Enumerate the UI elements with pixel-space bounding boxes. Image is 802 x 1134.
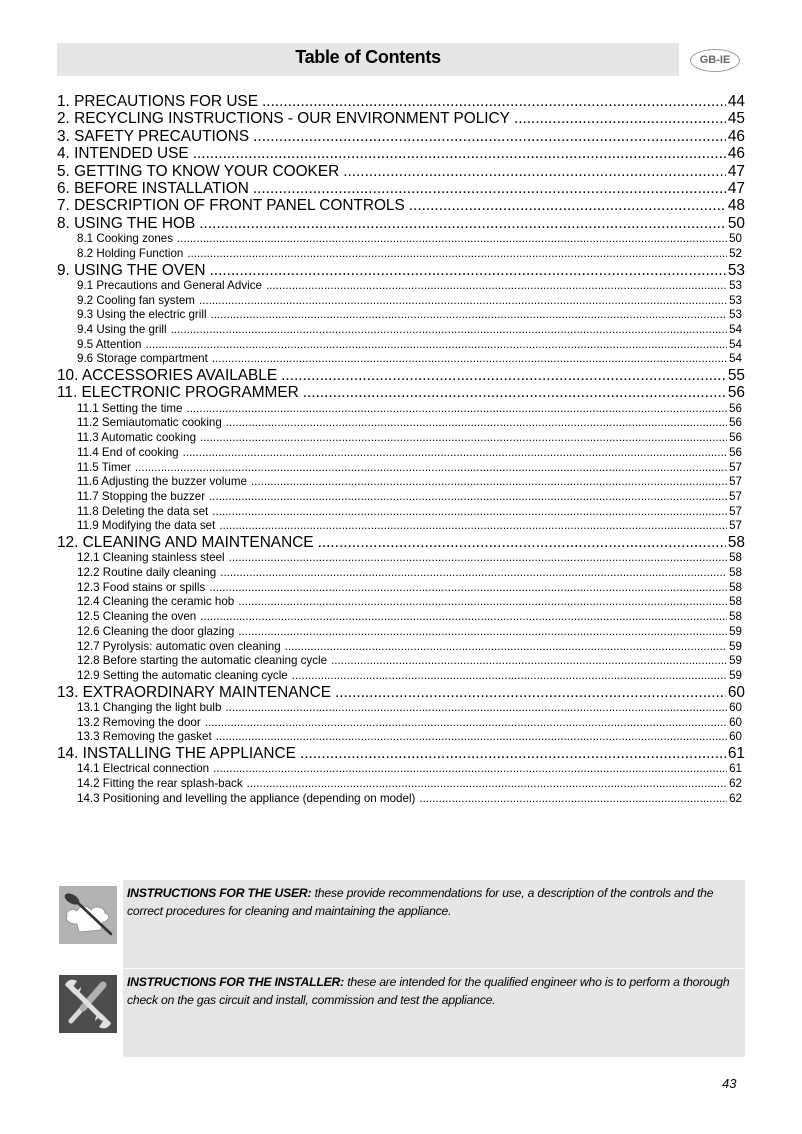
toc-entry-page: 56 xyxy=(729,416,742,430)
toc-entry-page: 57 xyxy=(729,475,742,489)
toc-subsection-entry[interactable] xyxy=(57,701,745,716)
dot-leader xyxy=(251,475,727,490)
toc-entry-page: 61 xyxy=(727,745,745,763)
toc-section-entry[interactable] xyxy=(57,110,745,127)
toc-entry-label: 12.2 Routine daily cleaning xyxy=(77,566,217,580)
toc-subsection-entry[interactable] xyxy=(57,431,745,446)
toc-entry-page: 59 xyxy=(729,654,742,668)
toc-entry-label: 12.7 Pyrolysis: automatic oven cleaning xyxy=(77,639,281,653)
toc-entry-page: 53 xyxy=(729,308,742,322)
toc-subsection-entry[interactable] xyxy=(57,640,745,655)
dot-leader xyxy=(186,402,727,417)
dot-leader xyxy=(210,262,726,279)
dot-leader xyxy=(238,625,727,640)
toc-entry-page: 59 xyxy=(729,668,742,682)
toc-entry-page: 53 xyxy=(729,293,742,307)
toc-entry-page: 56 xyxy=(729,401,742,415)
dot-leader xyxy=(303,384,726,401)
toc-entry-page: 58 xyxy=(727,533,745,551)
page-title: Table of Contents xyxy=(295,47,441,67)
toc-entry-label: 9.1 Precautions and General Advice xyxy=(77,278,262,292)
toc-entry-label: 13.2 Removing the door xyxy=(77,715,201,729)
toc-subsection-entry[interactable] xyxy=(57,446,745,461)
dot-leader xyxy=(335,684,726,701)
toc-subsection-entry[interactable] xyxy=(57,610,745,625)
user-instructions-note xyxy=(57,880,745,968)
language-badge: GB-IE xyxy=(690,49,740,72)
toc-subsection-entry[interactable] xyxy=(57,247,745,262)
dot-leader xyxy=(187,247,727,262)
toc-entry-page: 56 xyxy=(727,384,745,402)
toc-section-entry[interactable] xyxy=(57,684,745,701)
dot-leader xyxy=(205,716,727,731)
dot-leader xyxy=(209,490,727,505)
dot-leader xyxy=(266,279,727,294)
dot-leader xyxy=(229,551,728,566)
toc-entry-label: 7. DESCRIPTION OF FRONT PANEL CONTROLS xyxy=(57,197,405,215)
toc-entry-label: 14.1 Electrical connection xyxy=(77,762,210,776)
toc-subsection-entry[interactable] xyxy=(57,461,745,476)
toc-entry-page: 58 xyxy=(729,595,742,609)
toc-section-entry[interactable] xyxy=(57,197,745,214)
toc-entry-page: 54 xyxy=(729,337,742,351)
dot-leader xyxy=(253,128,726,145)
dot-leader xyxy=(226,416,727,431)
toc-subsection-entry[interactable] xyxy=(57,490,745,505)
toc-entry-label: 12.3 Food stains or spills xyxy=(77,580,206,594)
toc-subsection-entry[interactable] xyxy=(57,294,745,309)
toc-entry-label: 13.1 Changing the light bulb xyxy=(77,700,222,714)
toc-entry-label: 8. USING THE HOB xyxy=(57,214,196,232)
toc-entry-label: 2. RECYCLING INSTRUCTIONS - OUR ENVIRONMENT POLICY xyxy=(57,110,510,128)
toc-entry-page: 50 xyxy=(727,214,745,232)
table-of-contents xyxy=(57,93,745,806)
toc-entry-label: 11.2 Semiautomatic cooking xyxy=(77,416,222,430)
toc-entry-label: 13. EXTRAORDINARY MAINTENANCE xyxy=(57,683,331,701)
toc-entry-label: 11.9 Modifying the data set xyxy=(77,519,216,533)
toc-entry-page: 46 xyxy=(727,145,745,163)
toc-entry-label: 11. ELECTRONIC PROGRAMMER xyxy=(57,384,299,402)
toc-section-entry[interactable] xyxy=(57,163,745,180)
dot-leader xyxy=(247,777,727,792)
toc-subsection-entry[interactable] xyxy=(57,402,745,417)
toc-entry-label: 9.4 Using the grill xyxy=(77,322,167,336)
toc-entry-label: 12.8 Before starting the automatic cleaning cycle xyxy=(77,654,328,668)
toc-entry-page: 58 xyxy=(729,580,742,594)
toc-entry-label: 9.6 Storage compartment xyxy=(77,352,208,366)
toc-entry-page: 53 xyxy=(729,278,742,292)
toc-section-entry[interactable] xyxy=(57,367,745,384)
toc-entry-label: 13.3 Removing the gasket xyxy=(77,730,212,744)
toc-entry-page: 60 xyxy=(729,730,742,744)
toc-entry-page: 62 xyxy=(729,791,742,805)
toc-entry-page: 58 xyxy=(729,610,742,624)
toc-entry-page: 59 xyxy=(729,639,742,653)
toc-entry-label: 9.2 Cooling fan system xyxy=(77,293,195,307)
dot-leader xyxy=(212,505,727,520)
toc-entry-label: 12.9 Setting the automatic cleaning cycle xyxy=(77,668,288,682)
user-instructions-text xyxy=(123,880,745,968)
dot-leader xyxy=(419,792,727,807)
toc-entry-page: 60 xyxy=(727,683,745,701)
toc-subsection-entry[interactable] xyxy=(57,762,745,777)
toc-entry-page: 57 xyxy=(729,489,742,503)
toc-entry-page: 54 xyxy=(729,322,742,336)
dot-leader xyxy=(300,745,726,762)
toc-entry-label: 14.2 Fitting the rear splash-back xyxy=(77,777,243,791)
dot-leader xyxy=(262,93,726,110)
dot-leader xyxy=(220,566,727,581)
toc-subsection-entry[interactable] xyxy=(57,716,745,731)
dot-leader xyxy=(343,163,726,180)
toc-entry-page: 52 xyxy=(729,246,742,260)
toc-subsection-entry[interactable] xyxy=(57,352,745,367)
toc-subsection-entry[interactable] xyxy=(57,625,745,640)
toc-entry-label: 14. INSTALLING THE APPLIANCE xyxy=(57,745,296,763)
dot-leader xyxy=(171,323,728,338)
toc-subsection-entry[interactable] xyxy=(57,338,745,353)
toc-subsection-entry[interactable] xyxy=(57,551,745,566)
toc-entry-label: 12.1 Cleaning stainless steel xyxy=(77,551,225,565)
installer-instructions-note xyxy=(57,969,745,1057)
dot-leader xyxy=(209,581,727,596)
dot-leader xyxy=(200,431,727,446)
toc-entry-page: 54 xyxy=(729,352,742,366)
toc-entry-page: 45 xyxy=(727,110,745,128)
wrench-screwdriver-icon xyxy=(59,975,117,1033)
toc-entry-page: 57 xyxy=(729,519,742,533)
toc-subsection-entry[interactable] xyxy=(57,792,745,807)
toc-subsection-entry[interactable] xyxy=(57,669,745,684)
toc-subsection-entry[interactable] xyxy=(57,730,745,745)
toc-entry-page: 60 xyxy=(729,700,742,714)
installer-instructions-heading: INSTRUCTIONS FOR THE INSTALLER: xyxy=(127,975,345,989)
toc-subsection-entry[interactable] xyxy=(57,595,745,610)
toc-entry-page: 53 xyxy=(727,261,745,279)
toc-entry-page: 57 xyxy=(729,460,742,474)
toc-entry-label: 14.3 Positioning and levelling the appliance (depending on model) xyxy=(77,791,416,805)
toc-subsection-entry[interactable] xyxy=(57,323,745,338)
dot-leader xyxy=(177,232,727,247)
dot-leader xyxy=(213,762,727,777)
toc-subsection-entry[interactable] xyxy=(57,777,745,792)
dot-leader xyxy=(292,669,727,684)
toc-entry-label: 6. BEFORE INSTALLATION xyxy=(57,179,249,197)
spoon-chef-hat-icon xyxy=(59,886,117,944)
toc-section-entry[interactable] xyxy=(57,145,745,162)
dot-leader xyxy=(514,110,726,127)
toc-section-entry[interactable] xyxy=(57,93,745,110)
toc-entry-page: 60 xyxy=(729,715,742,729)
toc-entry-page: 61 xyxy=(729,762,742,776)
toc-entry-page: 56 xyxy=(729,445,742,459)
dot-leader xyxy=(145,338,727,353)
dot-leader xyxy=(238,595,727,610)
toc-entry-page: 50 xyxy=(729,232,742,246)
dot-leader xyxy=(183,446,727,461)
toc-section-entry[interactable] xyxy=(57,215,745,232)
dot-leader xyxy=(253,180,726,197)
toc-entry-page: 48 xyxy=(727,197,745,215)
toc-entry-page: 57 xyxy=(729,504,742,518)
toc-subsection-entry[interactable] xyxy=(57,279,745,294)
dot-leader xyxy=(193,145,726,162)
toc-subsection-entry[interactable] xyxy=(57,416,745,431)
toc-entry-label: 5. GETTING TO KNOW YOUR COOKER xyxy=(57,162,340,180)
toc-subsection-entry[interactable] xyxy=(57,519,745,534)
toc-entry-label: 12.4 Cleaning the ceramic hob xyxy=(77,595,235,609)
toc-entry-label: 9.3 Using the electric grill xyxy=(77,308,207,322)
toc-subsection-entry[interactable] xyxy=(57,475,745,490)
toc-subsection-entry[interactable] xyxy=(57,232,745,247)
toc-section-entry[interactable] xyxy=(57,180,745,197)
toc-entry-label: 11.3 Automatic cooking xyxy=(77,431,197,445)
toc-section-entry[interactable] xyxy=(57,384,745,401)
dot-leader xyxy=(199,215,726,232)
dot-leader xyxy=(199,294,727,309)
dot-leader xyxy=(211,308,728,323)
toc-entry-page: 47 xyxy=(727,179,745,197)
toc-subsection-entry[interactable] xyxy=(57,581,745,596)
title-bar xyxy=(57,43,679,76)
toc-entry-label: 11.6 Adjusting the buzzer volume xyxy=(77,475,247,489)
toc-entry-label: 9. USING THE OVEN xyxy=(57,261,206,279)
toc-entry-page: 44 xyxy=(727,93,745,110)
toc-subsection-entry[interactable] xyxy=(57,654,745,669)
dot-leader xyxy=(225,701,727,716)
dot-leader xyxy=(409,197,726,214)
dot-leader xyxy=(212,352,727,367)
dot-leader xyxy=(285,640,727,655)
dot-leader xyxy=(200,610,727,625)
dot-leader xyxy=(219,519,727,534)
toc-entry-page: 59 xyxy=(729,624,742,638)
toc-entry-label: 11.4 End of cooking xyxy=(77,445,179,459)
toc-section-entry[interactable] xyxy=(57,262,745,279)
dot-leader xyxy=(216,730,727,745)
dot-leader xyxy=(135,461,727,476)
dot-leader xyxy=(331,654,727,669)
toc-subsection-entry[interactable] xyxy=(57,566,745,581)
toc-entry-label: 12. CLEANING AND MAINTENANCE xyxy=(57,533,314,551)
toc-section-entry[interactable] xyxy=(57,534,745,551)
toc-entry-label: 12.6 Cleaning the door glazing xyxy=(77,624,235,638)
toc-entry-label: 1. PRECAUTIONS FOR USE xyxy=(57,93,258,110)
toc-subsection-entry[interactable] xyxy=(57,308,745,323)
toc-entry-page: 58 xyxy=(729,551,742,565)
toc-entry-page: 58 xyxy=(729,566,742,580)
toc-entry-label: 4. INTENDED USE xyxy=(57,145,189,163)
toc-entry-label: 11.1 Setting the time xyxy=(77,401,183,415)
page-number: 43 xyxy=(722,1076,737,1091)
dot-leader xyxy=(281,367,726,384)
toc-subsection-entry[interactable] xyxy=(57,505,745,520)
dot-leader xyxy=(318,534,726,551)
user-instructions-heading: INSTRUCTIONS FOR THE USER: xyxy=(127,886,312,900)
toc-entry-page: 46 xyxy=(727,127,745,145)
toc-entry-label: 11.8 Deleting the data set xyxy=(77,504,209,518)
toc-entry-page: 56 xyxy=(729,431,742,445)
toc-entry-page: 47 xyxy=(727,162,745,180)
toc-section-entry[interactable] xyxy=(57,128,745,145)
installer-instructions-body: these are intended for the qualified engineer who is to perform a thorough check on the gas circuit and install, commission and test the appliance. xyxy=(127,975,730,1007)
toc-section-entry[interactable] xyxy=(57,745,745,762)
toc-entry-label: 9.5 Attention xyxy=(77,337,142,351)
installer-instructions-text xyxy=(123,969,745,1057)
toc-entry-label: 11.7 Stopping the buzzer xyxy=(77,489,206,503)
toc-entry-label: 3. SAFETY PRECAUTIONS xyxy=(57,127,250,145)
toc-entry-label: 10. ACCESSORIES AVAILABLE xyxy=(57,367,278,385)
toc-entry-label: 8.1 Cooking zones xyxy=(77,232,174,246)
toc-entry-label: 12.5 Cleaning the oven xyxy=(77,610,197,624)
toc-entry-page: 55 xyxy=(727,367,745,385)
toc-entry-page: 62 xyxy=(729,777,742,791)
toc-entry-label: 8.2 Holding Function xyxy=(77,246,184,260)
toc-entry-label: 11.5 Timer xyxy=(77,460,131,474)
user-instructions-body: these provide recommendations for use, a description of the controls and the correct procedures for cleaning and maintaining the appliance. xyxy=(127,886,714,918)
